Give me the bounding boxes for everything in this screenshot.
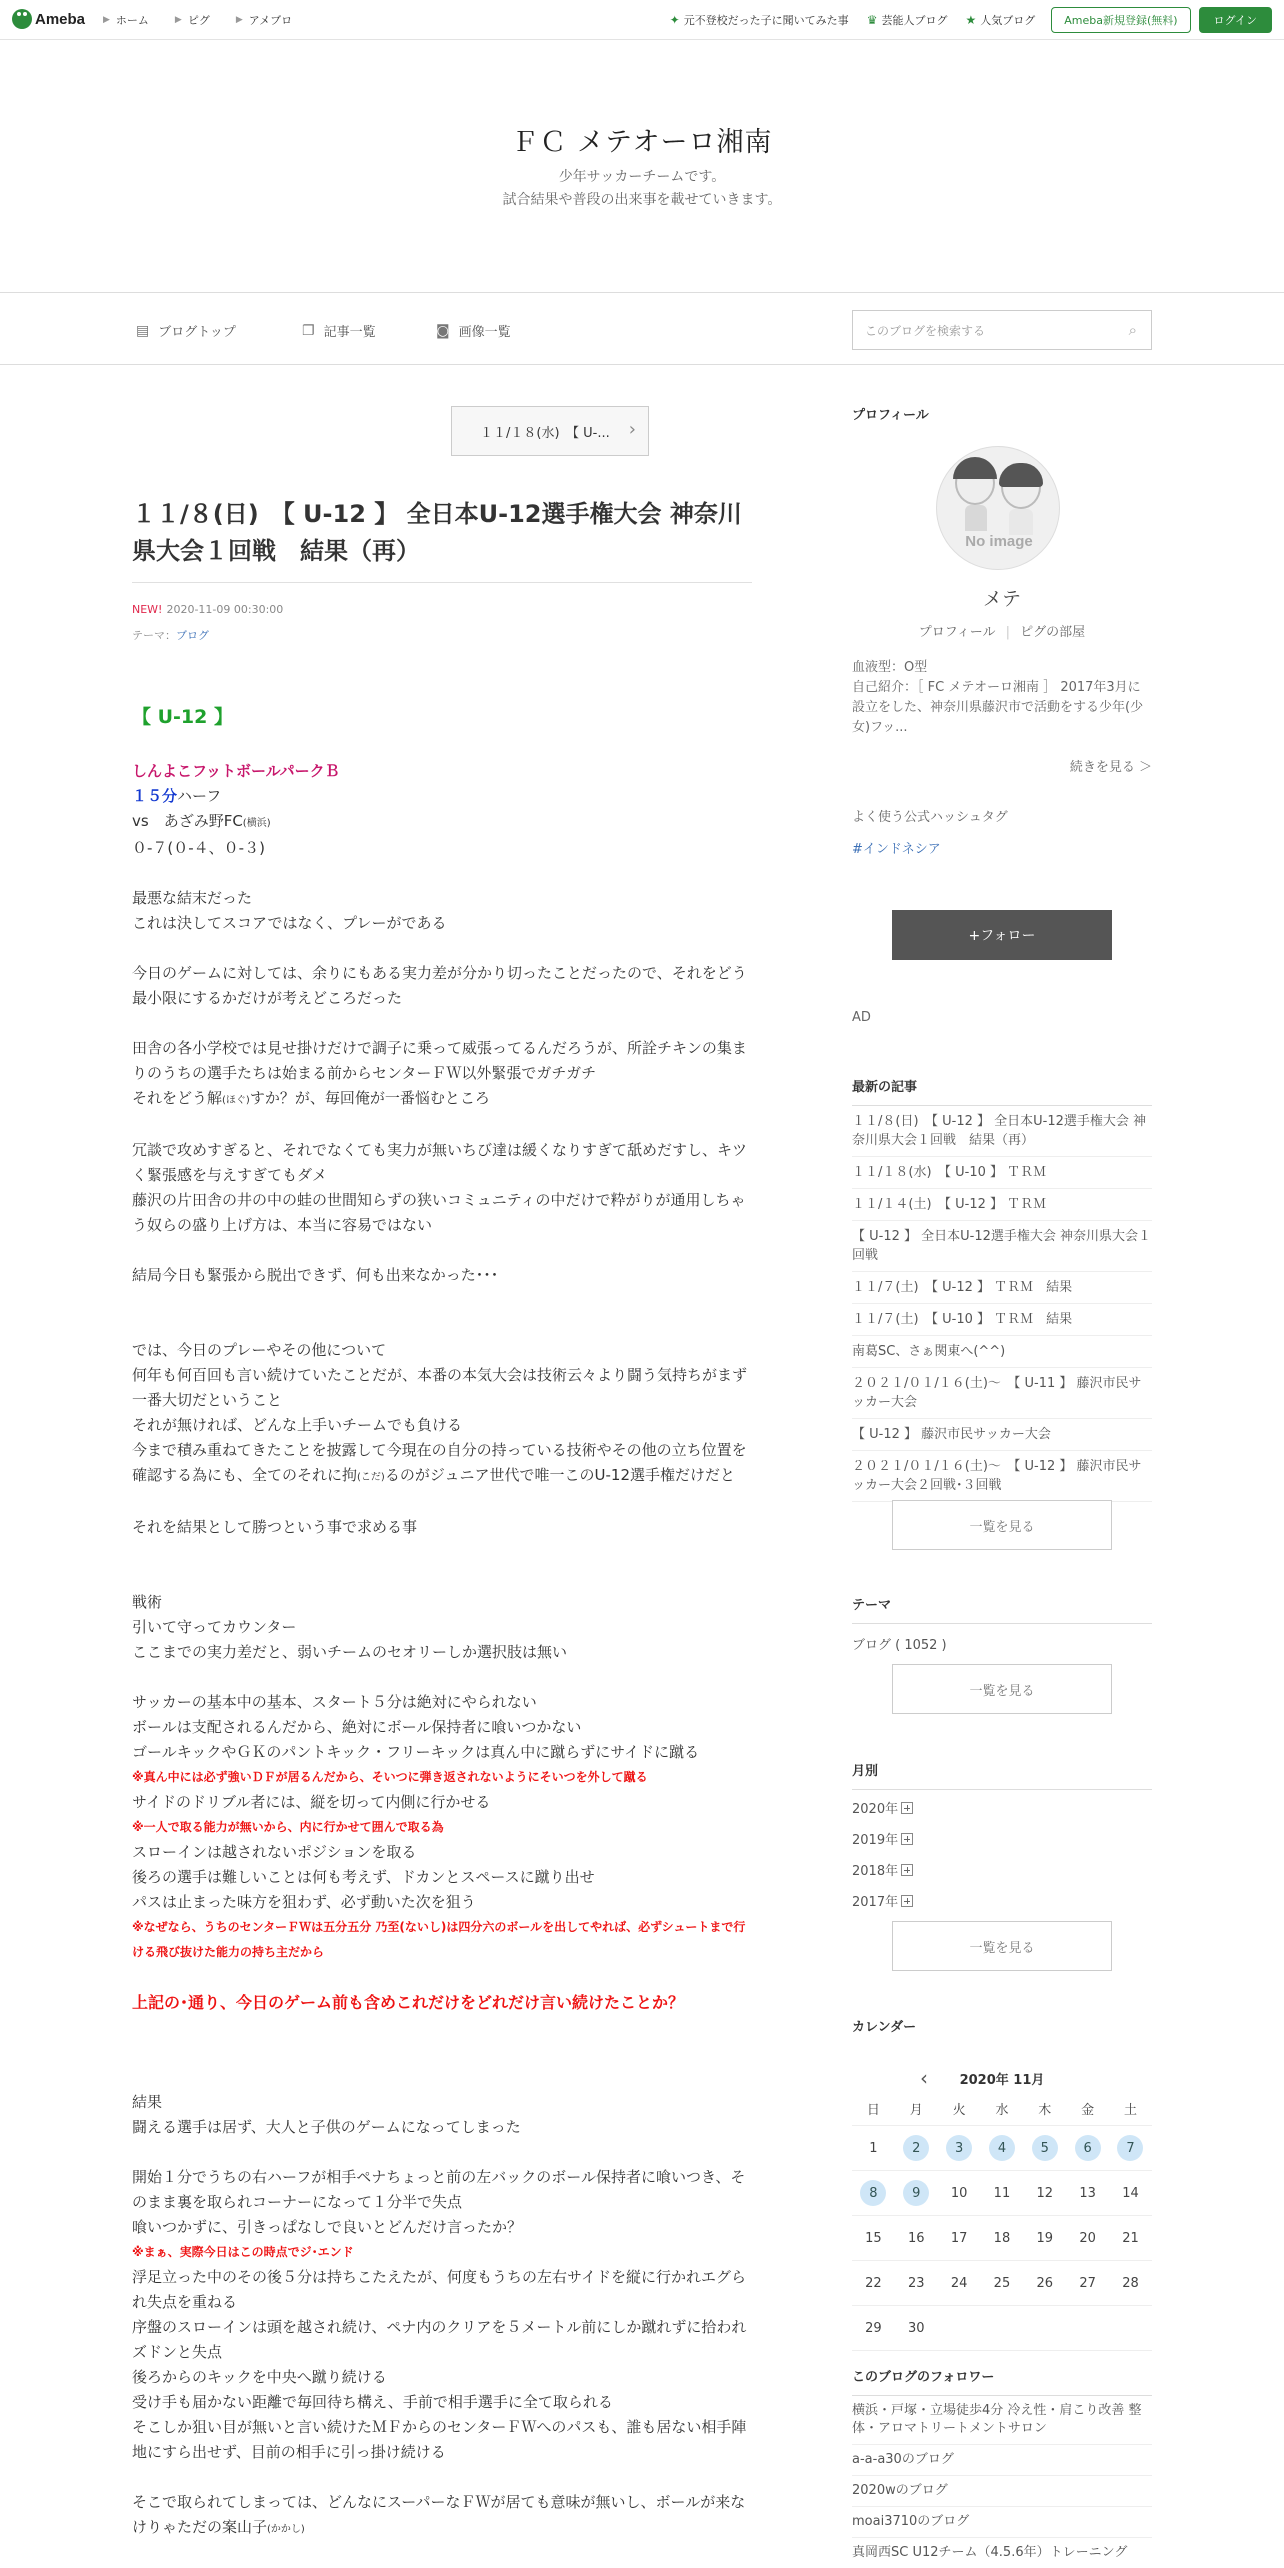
recent-entry-link[interactable]: 南葛SC、さぁ関東へ(^^): [852, 1336, 1152, 1368]
paragraph: [132, 1086, 756, 1113]
paragraph: [132, 1438, 756, 1490]
paragraph: 藤沢の片田舎の井の中の蛙の世間知らずの狭いコミュニティの中だけで粋がりが通用しちゃう奴らの盛り上げ方は、本当に容易ではない: [132, 1191, 746, 1234]
calendar-cell: [1109, 2225, 1152, 2251]
monthly-list-more-button[interactable]: 一覧を見る: [892, 1921, 1112, 1971]
profile-avatar[interactable]: [936, 446, 1060, 570]
chevron-right-icon: ▶: [103, 15, 110, 25]
calendar-cell: [895, 2180, 938, 2206]
recent-entry-link[interactable]: １１/８(日) 【 U-12 】 全日本U-12選手権大会 神奈川県大会１回戦 結果（再）: [852, 1106, 1152, 1157]
paragraph: スローインは越されないポジションを取る: [132, 1843, 417, 1861]
spacer: [132, 1565, 756, 1590]
nav-label: ブログトップ: [158, 325, 236, 340]
nav-blog-top[interactable]: [136, 321, 236, 340]
weekday-label: 金: [1081, 2103, 1095, 2118]
month-label: 2017年: [852, 1895, 899, 1910]
article-body: [132, 700, 756, 2542]
chevron-right-icon: ▶: [174, 15, 182, 25]
calendar-day: 12: [1036, 2185, 1054, 2201]
paragraph: 戦術: [132, 1593, 163, 1611]
month-label: 2018年: [852, 1864, 899, 1879]
half-label: ハーフ: [177, 787, 222, 805]
expand-icon[interactable]: [901, 1802, 913, 1814]
nav-entry-list[interactable]: [302, 321, 376, 340]
calendar-day: [1075, 2315, 1101, 2341]
blog-search-input[interactable]: [852, 310, 1152, 350]
text-run: そこで取られてしまっては、どんなにスーパーなＦＷが居ても意味が無いし、ボールが来なけりゃただの案山子: [132, 2493, 746, 2536]
nav-home[interactable]: [103, 12, 149, 28]
calendar-cell: [895, 2225, 938, 2251]
section-heading: テーマ: [852, 1598, 892, 1613]
article-theme: [132, 627, 209, 643]
blood-type: 血液型：O型: [852, 660, 928, 675]
calendar-cell: [1066, 2180, 1109, 2206]
section-heading: このブログのフォロワー: [852, 2370, 995, 2385]
spacer: [132, 1490, 756, 1515]
ruby-text: (かかし): [267, 2524, 305, 2535]
crown-icon: ♛: [866, 13, 878, 27]
calendar-weekdays: [852, 2092, 1152, 2126]
camera-icon: ◙: [436, 322, 450, 339]
half-length: [132, 784, 756, 809]
paragraph: ゴールキックやＧＫのパントキック・フリーキックは真ん中に蹴らずにサイドに蹴る: [132, 1743, 700, 1761]
paragraph: 田舎の各小学校では見せ掛けだけで調子に乗って威張ってるんだろうが、所詮チキンの集まりのうちの選手たちは始まる前からセンターＦＷ以外緊張でガチガチ: [132, 1039, 747, 1082]
calendar-day-link[interactable]: 5: [1032, 2135, 1058, 2161]
recent-entry-link[interactable]: 【 U-12 】 藤沢市民サッカー大会: [852, 1419, 1152, 1451]
chevron-right-icon: ▶: [235, 15, 243, 25]
calendar-week: [852, 2261, 1152, 2306]
paragraph: サイドのドリブル者には、縦を切って内側に行かせる: [132, 1793, 491, 1811]
paragraph: 後ろからのキックを中央へ蹴り続ける: [132, 2368, 387, 2386]
calendar-day: 13: [1079, 2185, 1096, 2201]
recent-entry-link[interactable]: ２０２１/０１/１６(土)～ 【 U-12 】 藤沢市民サッカー大会２回戦･３回戦: [852, 1451, 1152, 1502]
chevron-left-icon[interactable]: ‹: [920, 2066, 928, 2090]
calendar-cell: [1066, 2270, 1109, 2296]
global-header: [0, 0, 1284, 40]
paragraph: 喰いつかずに、引きっぱなしで良いとどんだけ言ったか？: [132, 2218, 523, 2236]
month-item[interactable]: [852, 1792, 1152, 1823]
avatar-figure: [955, 461, 995, 505]
spacer: [132, 2140, 756, 2165]
calendar-cell: [852, 2315, 895, 2341]
calendar-week: [852, 2306, 1152, 2351]
calendar-cell: [852, 2135, 895, 2161]
paragraph: それを結果として勝つという事で求める事: [132, 1518, 418, 1536]
calendar-cell: [1109, 2270, 1152, 2296]
global-nav: [103, 0, 318, 40]
divider: [132, 582, 752, 583]
spacer: [132, 861, 756, 886]
ruby-text: (こだ): [357, 1472, 385, 1483]
self-intro: 自己紹介：［ FC メテオーロ湘南 ］ 2017年3月に設立をした、神奈川県藤沢市で活動をする少年(少女)フッ...: [852, 680, 1144, 735]
profile-link[interactable]: プロフィール: [918, 625, 996, 640]
calendar-day: [989, 2315, 1015, 2341]
calendar-day: [946, 2315, 972, 2341]
nav-pigg[interactable]: [175, 12, 210, 28]
expand-icon[interactable]: [901, 1864, 913, 1876]
calendar-cell: [981, 2135, 1024, 2161]
section-heading: 最新の記事: [852, 1080, 918, 1095]
paragraph: ここまでの実力差だと、弱いチームのセオリーしか選択肢は無い: [132, 1643, 568, 1661]
calendar-day: 30: [907, 2320, 925, 2336]
recent-list: [852, 1106, 1152, 1502]
calendar-grid: [852, 2126, 1152, 2351]
text-run: 今まで積み重ねてきたことを披露して今現在の自分の持っている技術やその他の立ち位置を確認する為にも、全てのそれに拘: [132, 1441, 747, 1484]
spacer: [132, 1011, 756, 1036]
star-icon: ★: [965, 13, 977, 27]
month-label: 2020年: [852, 1802, 899, 1817]
spacer: [132, 2465, 756, 2490]
calendar-cell: [852, 2225, 895, 2251]
spacer: [132, 2040, 756, 2065]
calendar-day: 19: [1036, 2230, 1054, 2246]
spacer: [132, 1665, 756, 1690]
theme-item-link[interactable]: ブログ ( 1052 ): [852, 1638, 947, 1653]
calendar-day-link[interactable]: 8: [860, 2180, 886, 2206]
calendar-cell: [1023, 2270, 1066, 2296]
text-run: それをどう解: [132, 1089, 223, 1107]
paragraph: 浮足立った中のその後５分は持ちこたえたが、何度もうちの左右サイドを縦に行かれエグられ失点を重ねる: [132, 2268, 746, 2311]
no-image-label: No image: [965, 533, 1033, 550]
calendar-cell: [938, 2135, 981, 2161]
paragraph: 今日のゲームに対しては、余りにもある実力差が分かり切ったことだったので、それをどう最小限にするかだけが考えどころだった: [132, 964, 747, 1007]
profile-name[interactable]: メテ: [982, 588, 1021, 610]
link-label: 芸能人ブログ: [881, 14, 948, 27]
ameba-logo[interactable]: [12, 9, 85, 29]
calendar-day-link[interactable]: 7: [1117, 2135, 1143, 2161]
nav-ameblo[interactable]: [236, 12, 292, 28]
spacer: [132, 1113, 756, 1138]
register-button[interactable]: Ameba新規登録(無料): [1051, 7, 1190, 33]
text-run: るのがジュニア世代で唯一このU-12選手権だけだと: [384, 1466, 736, 1484]
calendar-cell: [852, 2180, 895, 2206]
follower-link[interactable]: 真岡西SC U12チーム（4.5.6年）トレーニング: [852, 2538, 1152, 2568]
spacer: [132, 1540, 756, 1565]
month-item[interactable]: [852, 1823, 1152, 1854]
calendar-heading: [852, 2016, 1152, 2035]
paragraph: 何年も何百回も言い続けていたことだが、本番の本気大会は技術云々より闘う気持ちがまず一番大切だということ: [132, 1366, 748, 1409]
copy-icon: ❐: [302, 322, 315, 339]
calendar-day: [1117, 2315, 1143, 2341]
calendar-cell: [1023, 2180, 1066, 2206]
blog-title[interactable]: ＦＣ メテオーロ湘南: [511, 127, 773, 158]
divider: [852, 1789, 1152, 1790]
theme-prefix: テーマ：: [132, 629, 176, 642]
weekday-label: 木: [1038, 2103, 1052, 2118]
theme-section: [852, 1594, 1152, 1653]
recent-entry-link[interactable]: １１/７(土) 【 U-10 】 ＴＲＭ 結果: [852, 1304, 1152, 1336]
profile-heading: [852, 404, 1152, 423]
recent-entry-link[interactable]: １１/７(土) 【 U-12 】 ＴＲＭ 結果: [852, 1272, 1152, 1304]
opponent: [132, 809, 756, 836]
calendar-cell: [1066, 2225, 1109, 2251]
article-date: 2020-11-09 00:30:00: [166, 603, 284, 616]
paragraph: 開始１分でうちの右ハーフが相手ペナちょっと前の左バックのボール保持者に喰いつき、そのまま裏を取られコーナーになって１分半で失点: [132, 2168, 746, 2211]
calendar-day: 17: [950, 2230, 968, 2246]
theme-list-more-button[interactable]: 一覧を見る: [892, 1664, 1112, 1714]
calendar-cell: [1023, 2315, 1066, 2341]
paragraph: これは決してスコアではなく、プレーがである: [132, 914, 447, 932]
nav-label: 記事一覧: [323, 325, 376, 340]
paragraph: そこしか狙い目が無いと言い続けたＭＦからのセンターＦＷへのパスも、誰も居ない相手陣地にすら出せず、目前の相手に引っ掛け続ける: [132, 2418, 747, 2461]
section-heading: プロフィール: [852, 408, 929, 423]
paragraph: それが無ければ、どんな上手いチームでも負ける: [132, 1416, 463, 1434]
calendar-week: [852, 2126, 1152, 2171]
opponent-area: (横浜): [242, 818, 271, 829]
link-featured-article[interactable]: [670, 12, 849, 28]
red-note: ※一人で取る能力が無いから、内に行かせて囲んで取る為: [132, 1820, 444, 1834]
calendar-day: 20: [1079, 2230, 1096, 2246]
pigg-room-link[interactable]: ピグの部屋: [1020, 625, 1086, 640]
ameba-logo-text: Ameba: [35, 10, 86, 28]
separator: |: [1005, 625, 1011, 640]
follow-button[interactable]: +フォロー: [892, 910, 1112, 960]
avatar-figure: [1001, 465, 1041, 509]
score: ０-７(０-４、０-３): [132, 839, 265, 857]
calendar-day: [1032, 2315, 1058, 2341]
theme-link[interactable]: ブログ: [176, 629, 209, 642]
calendar-day-link[interactable]: 9: [903, 2180, 929, 2206]
next-entry-link[interactable]: [451, 406, 649, 456]
recent-list-more-button[interactable]: 一覧を見る: [892, 1500, 1112, 1550]
calendar-day: 18: [993, 2230, 1011, 2246]
calendar-cell: [938, 2225, 981, 2251]
divider: [852, 1623, 1152, 1624]
ad-label: AD: [852, 1010, 871, 1025]
ruby-text: (ほぐ): [222, 1095, 250, 1106]
ameba-logo-icon: [12, 9, 32, 29]
paragraph: 結局今日も緊張から脱出できず、何も出来なかった･･･: [132, 1266, 499, 1284]
follower-link[interactable]: moai3710のブログ: [852, 2507, 1152, 2538]
calendar-cell: [852, 2270, 895, 2296]
calendar-cell: [1066, 2135, 1109, 2161]
paragraph: 序盤のスローインは頭を越され続け、ペナ内のクリアを５メートル前にしか蹴れずに拾われズドンと失点: [132, 2318, 747, 2361]
chevron-right-icon: ›: [628, 419, 636, 440]
red-note: ※なぜなら、うちのセンターＦＷは五分五分 乃至(ないし)は四分六のボールを出してやれば、必ずシュートまで行ける飛び抜けた能力の持ち主だから: [132, 1920, 746, 1959]
blog-nav: [0, 292, 1284, 365]
weekday-label: 月: [909, 2103, 923, 2118]
profile-info: [852, 658, 1152, 738]
article-title: １１/８(日) 【 U-12 】 全日本U-12選手権大会 神奈川県大会１回戦 結果（再）: [132, 500, 742, 565]
opponent-name: vs あざみ野FC: [132, 812, 243, 830]
venue: しんよこフットボールパークＢ: [132, 762, 340, 780]
calendar-week: [852, 2171, 1152, 2216]
calendar-cell: [981, 2315, 1024, 2341]
monthly-section: [852, 1760, 1152, 1916]
calendar-cell: [1109, 2315, 1152, 2341]
nav-label: ピグ: [187, 14, 210, 27]
month-list: [852, 1792, 1152, 1916]
paragraph: 闘える選手は居ず、大人と子供のゲームになってしまった: [132, 2118, 521, 2136]
calendar-day: 23: [907, 2275, 925, 2291]
avatar-figure: [1009, 509, 1033, 535]
nav-label: 画像一覧: [458, 325, 511, 340]
paragraph: 後ろの選手は難しいことは何も考えず、ドカンとスペースに蹴り出せ: [132, 1868, 595, 1886]
expand-icon[interactable]: [901, 1833, 913, 1845]
nav-label: ホーム: [115, 14, 149, 27]
weekday-label: 水: [995, 2103, 1009, 2118]
calendar-cell: [1109, 2135, 1152, 2161]
paragraph: 最悪な結末だった: [132, 889, 253, 907]
article-heading: 【 U-12 】: [132, 706, 233, 728]
paragraph: では、今日のプレーやその他について: [132, 1341, 387, 1359]
follower-link[interactable]: 横浜・戸塚・立場徒歩4分 冷え性・肩こり改善 整体・アロマトリートメントサロン: [852, 2396, 1152, 2445]
calendar-day: 11: [993, 2185, 1011, 2201]
calendar-month: 2020年 11月: [959, 2072, 1045, 2088]
calendar-cell: [895, 2315, 938, 2341]
spacer: [132, 1238, 756, 1263]
calendar-week: [852, 2216, 1152, 2261]
calendar-day: 29: [865, 2320, 882, 2336]
calendar-day: 25: [993, 2275, 1011, 2291]
month-label: 2019年: [852, 1833, 899, 1848]
red-emphasis: 上記の･通り、今日のゲーム前も含めこれだけをどれだけ言い続けたことか？: [132, 1993, 685, 2012]
spacer: [132, 936, 756, 961]
red-note: ※まぁ、実際今日はこの時点でジ･エンド: [132, 2245, 354, 2259]
red-note: ※真ん中には必ず強いＤＦが居るんだから、そいつに弾き返されないようにそいつを外して蹴る: [132, 1770, 648, 1784]
link-label: 元不登校だった子に聞いてみた事: [683, 14, 849, 27]
calendar-cell: [938, 2180, 981, 2206]
calendar-day: 21: [1122, 2230, 1139, 2246]
calendar-cell: [938, 2270, 981, 2296]
calendar-cell: [938, 2315, 981, 2341]
paragraph: [132, 2490, 756, 2542]
calendar-day: 16: [907, 2230, 925, 2246]
profile-links: [852, 621, 1152, 640]
link-popular-blogs[interactable]: [965, 12, 1035, 28]
next-entry-label: １１/１８(水) 【 U-...: [480, 425, 610, 441]
followers-section: [852, 2366, 1152, 2568]
nav-label: アメブロ: [248, 14, 293, 27]
calendar-day: 1: [869, 2140, 878, 2156]
nav-image-list[interactable]: [436, 321, 511, 340]
calendar-day: 28: [1122, 2275, 1139, 2291]
calendar-cell: [981, 2270, 1024, 2296]
calendar-day: 22: [865, 2275, 882, 2291]
login-button[interactable]: ログイン: [1199, 7, 1272, 33]
calendar-cell: [1023, 2135, 1066, 2161]
search-icon[interactable]: ⌕: [1128, 321, 1137, 339]
calendar-day: 14: [1122, 2185, 1139, 2201]
expand-icon[interactable]: [901, 1895, 913, 1907]
read-more-link[interactable]: 続きを見る ＞: [1069, 760, 1152, 775]
spacer: [132, 1313, 756, 1338]
follower-link[interactable]: 2020wのブログ: [852, 2476, 1152, 2507]
recent-entries: [852, 1076, 1152, 1502]
calendar: [852, 2064, 1152, 2351]
paragraph: 冗談で攻めすぎると、それでなくても実力が無いちび達は緩くなりすぎて舐めだすし、キツく緊張感を与えすぎてもダメ: [132, 1141, 748, 1184]
blog-desc-line: 少年サッカーチームです。: [558, 169, 726, 185]
calendar-day: 26: [1036, 2275, 1054, 2291]
spacer: [132, 1288, 756, 1313]
calendar-cell: [1066, 2315, 1109, 2341]
paragraph: 引いて守ってカウンター: [132, 1618, 297, 1636]
article-meta: [132, 603, 283, 616]
spacer: [132, 1965, 756, 1990]
hashtag-heading: よく使う公式ハッシュタグ: [852, 810, 1008, 825]
recent-entry-link[interactable]: 【 U-12 】 全日本U-12選手権大会 神奈川県大会１回戦: [852, 1221, 1152, 1272]
paragraph: サッカーの基本中の基本、スタート５分は絶対にやられない: [132, 1693, 537, 1711]
new-badge: NEW!: [132, 603, 163, 616]
month-item[interactable]: [852, 1885, 1152, 1916]
half-time: １５分: [132, 787, 178, 805]
calendar-cell: [1023, 2225, 1066, 2251]
follower-link[interactable]: a-a-a30のブログ: [852, 2445, 1152, 2476]
hashtag-link[interactable]: #インドネシア: [852, 842, 941, 857]
calendar-day: 10: [950, 2185, 968, 2201]
recent-entry-link[interactable]: １１/１８(水) 【 U-10 】 ＴＲＭ: [852, 1157, 1152, 1189]
month-item[interactable]: [852, 1854, 1152, 1885]
weekday-label: 土: [1123, 2103, 1137, 2118]
calendar-cell: [981, 2225, 1024, 2251]
paragraph: パスは止まった味方を狙わず、必ず動いた次を狙う: [132, 1893, 476, 1911]
search-placeholder: このブログを検索する: [865, 323, 986, 338]
spacer: [132, 2065, 756, 2090]
spacer: [132, 734, 756, 759]
paragraph: 結果: [132, 2093, 163, 2111]
recent-entry-link[interactable]: ２０２１/０１/１６(土)～ 【 U-11 】 藤沢市民サッカー大会: [852, 1368, 1152, 1419]
calendar-day-link[interactable]: 6: [1075, 2135, 1101, 2161]
link-celebrity-blogs[interactable]: [867, 12, 948, 28]
section-heading: 月別: [852, 1764, 879, 1779]
calendar-header: [852, 2064, 1152, 2092]
calendar-day-link[interactable]: 4: [989, 2135, 1015, 2161]
paragraph: 受け手も届かない距離で毎回待ち構え、手前で相手選手に全て取られる: [132, 2393, 613, 2411]
section-heading: カレンダー: [852, 2020, 917, 2035]
calendar-day: 27: [1079, 2275, 1096, 2291]
weekday-label: 日: [866, 2103, 880, 2118]
paragraph: ボールは支配されるんだから、絶対にボール保持者に喰いつかない: [132, 1718, 582, 1736]
blog-desc-line: 試合結果や普段の出来事を載せていきます。: [502, 192, 782, 208]
link-label: 人気ブログ: [980, 14, 1036, 27]
calendar-day-link[interactable]: 3: [946, 2135, 972, 2161]
calendar-cell: [895, 2135, 938, 2161]
header-links: [652, 0, 1272, 40]
sparkle-icon: ✦: [669, 13, 680, 27]
recent-entry-link[interactable]: １１/１４(土) 【 U-12 】 ＴＲＭ: [852, 1189, 1152, 1221]
calendar-day: 15: [865, 2230, 882, 2246]
blog-description: [0, 166, 1284, 212]
document-icon: ▤: [136, 322, 150, 339]
avatar-figure: [965, 505, 987, 531]
calendar-day-link[interactable]: 2: [903, 2135, 929, 2161]
calendar-cell: [895, 2270, 938, 2296]
calendar-cell: [1109, 2180, 1152, 2206]
calendar-cell: [981, 2180, 1024, 2206]
text-run: すか？が、毎回俺が一番悩むところ: [249, 1089, 490, 1107]
spacer: [132, 2015, 756, 2040]
weekday-label: 火: [952, 2103, 966, 2118]
calendar-day: 24: [950, 2275, 968, 2291]
